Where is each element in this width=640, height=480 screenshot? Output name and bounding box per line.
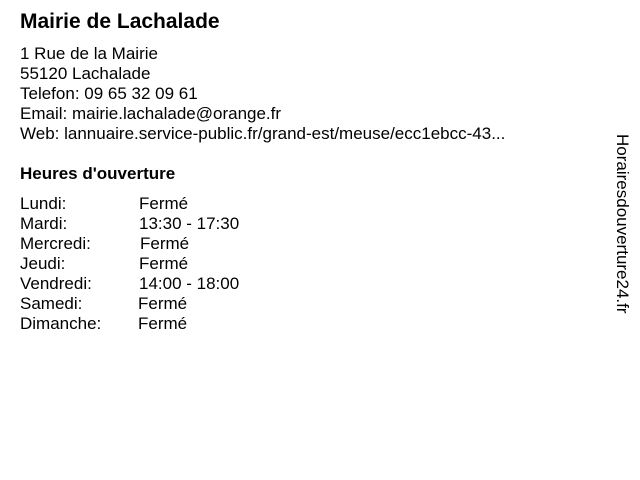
hours-value: Fermé [139, 194, 189, 213]
hours-value: 13:30 - 17:30 [139, 214, 240, 233]
hours-value: Fermé [138, 314, 188, 333]
day-label: Vendredi: [20, 274, 92, 293]
email-line: Email: mairie.lachalade@orange.fr [20, 104, 282, 123]
watermark-text: Horairesdouverture24.fr [613, 134, 632, 314]
hours-value: Fermé [138, 294, 188, 313]
site-watermark [612, 134, 632, 374]
day-label: Mardi: [20, 214, 68, 233]
address-block [20, 44, 505, 144]
day-label: Dimanche: [20, 314, 102, 333]
day-label: Lundi: [20, 194, 67, 213]
day-label: Jeudi: [20, 254, 66, 273]
phone-line: Telefon: 09 65 32 09 61 [20, 84, 198, 103]
hours-value: Fermé [140, 234, 190, 253]
day-label: Samedi: [20, 294, 83, 313]
hours-value: Fermé [139, 254, 189, 273]
page-title: Mairie de Lachalade [20, 10, 220, 33]
street-address: 1 Rue de la Mairie [20, 44, 158, 63]
day-label: Mercredi: [20, 234, 91, 253]
web-line: Web: lannuaire.service-public.fr/grand-est/meuse/ecc1ebcc-43... [20, 124, 506, 143]
city-postcode: 55120 Lachalade [20, 64, 151, 83]
opening-hours-heading: Heures d'ouverture [20, 164, 176, 183]
hours-value: 14:00 - 18:00 [139, 274, 240, 293]
